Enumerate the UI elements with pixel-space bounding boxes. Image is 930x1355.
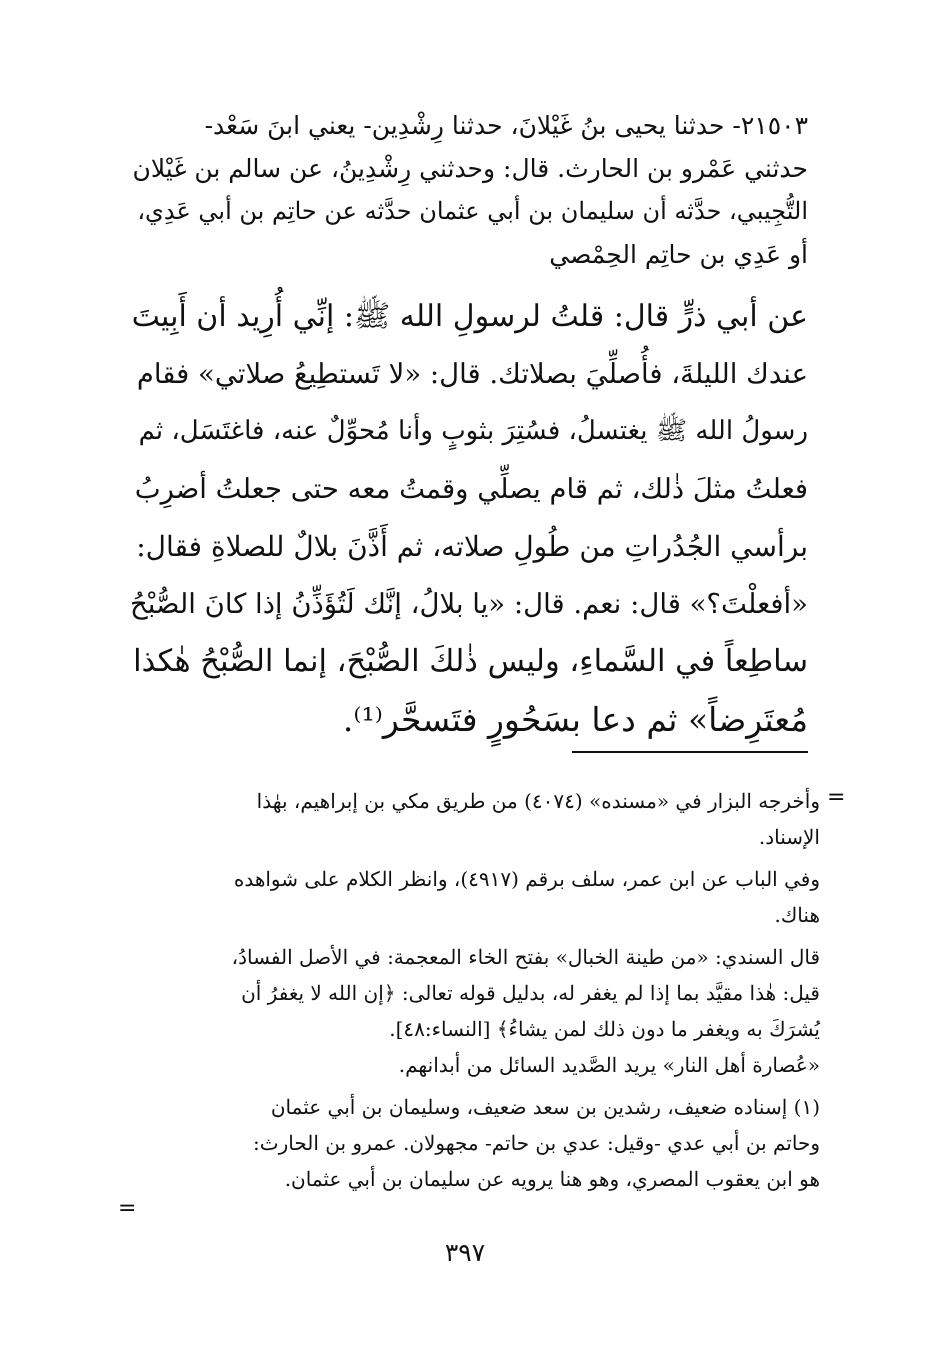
footnote-line: يُشرَكَ به ويغفر ما دون ذلك لمن يشاءُ﴾ [النساء:٤٨]. (389, 1017, 820, 1041)
footnote-line: وحاتم بن أبي عدي -وقيل: عدي بن حاتم- مجهولان. عمرو بن الحارث: (253, 1131, 820, 1155)
hadith-isnad (128, 104, 808, 276)
footnotes (120, 783, 820, 1197)
footnote-line: الإسناد. (758, 825, 820, 849)
matn-line: عن أبي ذرٍّ قال: قلتُ لرسولِ الله ﷺ: إنِّي أُرِيد أن أَبِيتَ (131, 299, 808, 334)
footnote-paragraph (120, 939, 820, 1047)
isnad-line: التُّجِيبي، حدَّثه أن سليمان بن أبي عثمان حدَّثه عن حاتِم بن أبي عَدِي، (137, 197, 808, 225)
isnad-line: أو عَدِي بن حاتِم الحِمْصي (549, 240, 808, 269)
footnote-line: قال السندي: «من طينة الخبال» بفتح الخاء المعجمة: في الأصل الفسادُ، (231, 945, 820, 969)
footnote-line: هناك. (774, 903, 820, 927)
footnote-line: وأخرجه البزار في «مسنده» (٤٠٧٤) من طريق مكي بن إبراهيم، بهٰذا (256, 789, 820, 813)
footnote-paragraph (120, 783, 820, 855)
matn-line: رسولُ الله ﷺ يغتسلُ، فسُتِرَ بثوبٍ وأنا مُحوِّلٌ عنه، فاغتَسَل، ثم (138, 416, 808, 446)
hadith-matn (128, 288, 808, 748)
matn-line: فعلتُ مثلَ ذٰلك، ثم قام يصلِّي وقمتُ معه حتى جعلتُ أضرِبُ (134, 472, 808, 505)
footnote-line: وفي الباب عن ابن عمر، سلف برقم (٤٩١٧)، وانظر الكلام على شواهده (233, 867, 820, 891)
isnad-line: ٢١٥٠٣- حدثنا يحيى بنُ غَيْلانَ، حدثنا رِشْدِين- يعني ابنَ سَعْد- (204, 111, 808, 140)
matn-line: «أفعلْتَ؟» قال: نعم. قال: «يا بلالُ، إنَّك لَتُؤَذِّنُ إذا كانَ الصُّبْحُ (129, 587, 808, 620)
footnote-paragraph (120, 861, 820, 933)
matn-line: مُعتَرِضاً» ثم دعا بسَحُورٍ فتَسحَّر⁽¹⁾. (342, 699, 808, 739)
page-number: ٣٩٧ (444, 1238, 486, 1267)
footnote-line: هو ابن يعقوب المصري، وهو هنا يرويه عن سليمان بن أبي عثمان. (284, 1167, 820, 1191)
footnote-paragraph (120, 1047, 820, 1083)
continuation-marker: = (118, 1196, 137, 1221)
footnote-separator (572, 751, 808, 753)
footnote-paragraph (120, 1089, 820, 1197)
isnad-line: حدثني عَمْرو بن الحارث. قال: وحدثني رِشْدِينُ، عن سالم بن غَيْلان (132, 154, 808, 183)
footnote-line: (١) إسناده ضعيف، رشدين بن سعد ضعيف، وسليمان بن أبي عثمان (270, 1095, 820, 1119)
footnote-line: قيل: هٰذا مقيَّد بما إذا لم يغفر له، بدليل قوله تعالى: ﴿إن الله لا يغفرُ أن (241, 981, 820, 1005)
matn-line: عندك الليلةَ، فأُصلِّيَ بصلاتك. قال: «لا تَستطِيعُ صلاتي» فقام (136, 357, 808, 390)
continuation-marker: = (827, 785, 846, 810)
matn-line: برأسي الجُدُراتِ من طُولِ صلاته، ثم أَذَّنَ بلالٌ للصلاةِ فقال: (136, 530, 808, 563)
footnote-line: «عُصارة أهل النار» يريد الصَّديد السائل من أبدانهم. (398, 1053, 820, 1077)
matn-line: ساطِعاً في السَّماءِ، وليس ذٰلكَ الصُّبْحَ، إنما الصُّبْحُ هٰكذا (133, 644, 808, 679)
